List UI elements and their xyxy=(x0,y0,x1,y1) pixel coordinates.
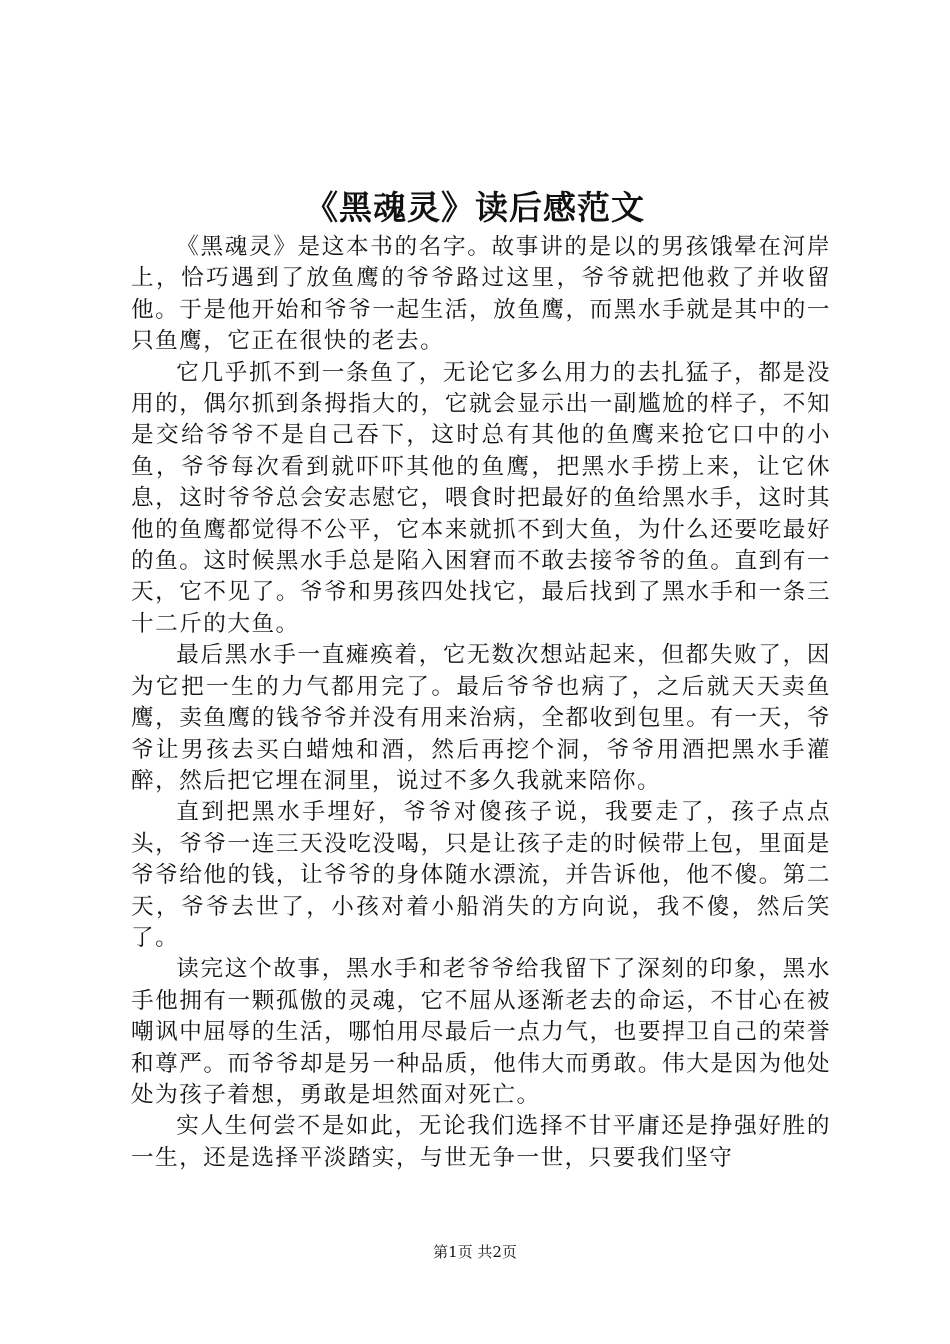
paragraph: 最后黑水手一直瘫痪着，它无数次想站起来，但都失败了，因为它把一生的力气都用完了。最后爷爷也病了，之后就天天卖鱼鹰，卖鱼鹰的钱爷爷并没有用来治病，全都收到包里。有一天，爷爷让男孩去买白蜡烛和酒，然后再挖个洞，爷爷用酒把黑水手灌醉，然后把它埋在洞里，说过不多久我就来陪你。 xyxy=(131,642,831,794)
page-number-footer: 第1页 共2页 xyxy=(433,1243,517,1261)
paragraph: 直到把黑水手埋好，爷爷对傻孩子说，我要走了，孩子点点头，爷爷一连三天没吃没喝，只是让孩子走的时候带上包，里面是爷爷给他的钱，让爷爷的身体随水漂流，并告诉他，他不傻。第二天，爷爷去世了，小孩对着小船消失的方向说，我不傻，然后笑了。 xyxy=(131,799,831,951)
document-body xyxy=(131,232,831,1174)
paragraph: 它几乎抓不到一条鱼了，无论它多么用力的去扎猛子，都是没用的，偶尔抓到条拇指大的，它就会显示出一副尴尬的样子，不知是交给爷爷不是自己吞下，这时总有其他的鱼鹰来抢它口中的小鱼，爷爷每次看到就吓吓其他的鱼鹰，把黑水手捞上来，让它休息，这时爷爷总会安志慰它，喂食时把最好的鱼给黑水手，这时其他的鱼鹰都觉得不公平，它本来就抓不到大鱼，为什么还要吃最好的鱼。这时候黑水手总是陷入困窘而不敢去接爷爷的鱼。直到有一天，它不见了。爷爷和男孩四处找它，最后找到了黑水手和一条三十二斤的大鱼。 xyxy=(131,359,831,637)
paragraph: 读完这个故事，黑水手和老爷爷给我留下了深刻的印象，黑水手他拥有一颗孤傲的灵魂，它不屈从逐渐老去的命运，不甘心在被嘲讽中屈辱的生活，哪怕用尽最后一点力气，也要捍卫自己的荣誉和尊严。而爷爷却是另一种品质，他伟大而勇敢。伟大是因为他处处为孩子着想，勇敢是坦然面对死亡。 xyxy=(131,956,831,1108)
paragraph: 《黑魂灵》是这本书的名字。故事讲的是以的男孩饿晕在河岸上，恰巧遇到了放鱼鹰的爷爷路过这里，爷爷就把他救了并收留他。于是他开始和爷爷一起生活，放鱼鹰，而黑水手就是其中的一只鱼鹰，它正在很快的老去。 xyxy=(131,234,831,355)
document-title: 《黑魂灵》读后感范文 xyxy=(305,188,645,227)
paragraph: 实人生何尝不是如此，无论我们选择不甘平庸还是挣强好胜的一生，还是选择平淡踏实，与世无争一世，只要我们坚守 xyxy=(131,1113,831,1171)
